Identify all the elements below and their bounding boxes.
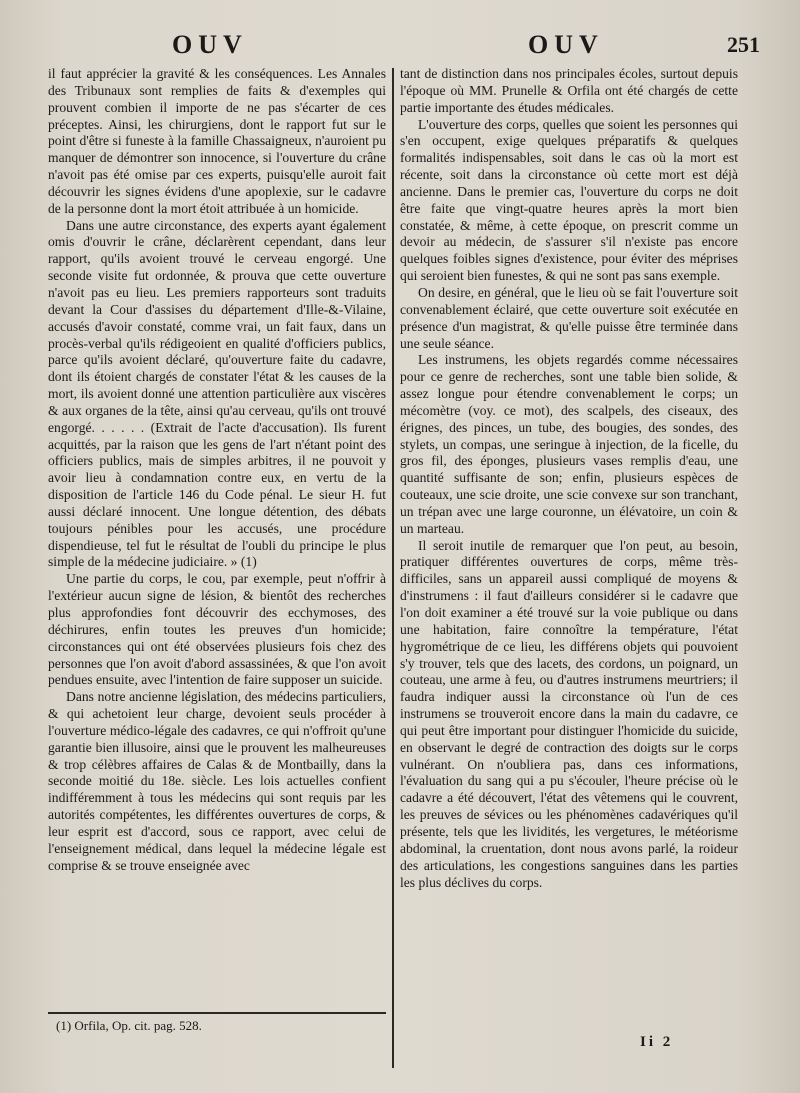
footnote: (1) Orfila, Op. cit. pag. 528.	[56, 1018, 202, 1033]
paragraph: Une partie du corps, le cou, par exemple, peut n'offrir à l'extérieur aucun signe de lésion, & bientôt des recherches plus approfondies font découvrir des ecchymoses, des déchirures, enfin toutes les preuves d'un homicide; circonstances qui ont été observées plusieurs fois chez des personnes que l'on avoit d'abord assassinées, & que l'on avoit pendues ensuite, avec l'intention de faire supposer un suicide.	[48, 571, 386, 688]
footnote-rule	[48, 1012, 386, 1014]
running-title-right: OUV	[528, 30, 604, 59]
running-head	[0, 30, 800, 66]
running-title-left: OUV	[172, 30, 248, 59]
page-number: 251	[727, 32, 760, 57]
paragraph: Dans une autre circonstance, des experts ayant également omis d'ouvrir le crâne, déclarèrent cependant, dans leur rapport, qu'ils avoient trouvé le cerveau engorgé. Une seconde visite fut ordonnée, & prouva que cette ouverture n'avoit pas eu lieu. Les premiers rapporteurs sont traduits devant la Cour d'assises du département d'Ille-&-Vilaine, accusés d'avoir constaté, comme vrai, un fait faux, dans un procès-verbal qu'ils rédigeoient en qualité d'officiers publics, parce qu'ils avoient déclaré, qu'ouverture faite du cadavre, dont ils étoient chargés de constater l'état & les causes de la mort, ils avoient donné une attention particulière aux viscères & aux organes de la tête, ainsi qu'au cerveau, qu'ils ont trouvé engorgé. . . . . . (Extrait de l'acte d'accusation). Ils furent acquittés, par la raison que les gens de l'art n'étant point des officiers publics, mais de simples arbitres, il ne pouvoit y avoir lieu à condamnation contre eux, en vertu de la disposition de l'article 146 du Code pénal. Le sieur H. fut aussi déclaré innocent. Une longue détention, des débats toujours pénibles pour les accusés, une procédure dispendieuse, tel fut le résultat de l'oubli du principe le plus simple de la médecine judiciaire. » (1)	[48, 217, 386, 570]
signature-mark: Ii 2	[640, 1034, 674, 1050]
paragraph: tant de distinction dans nos principales écoles, surtout depuis l'époque où MM. Prunelle & Orfila ont été chargés de cette partie importante des études médicales.	[400, 66, 738, 115]
paragraph: Dans notre ancienne législation, des médecins particuliers, & qui achetoient leur charge, devoient seuls procéder à l'ouverture médico-légale des cadavres, ce qui n'offroit qu'une garantie bien illusoire, ainsi que le prouvent les malheureuses & trop célèbres affaires de Calas & de Montbailly, dans la seconde moitié du 18e. siècle. Les lois actuelles confient indifféremment à tous les médecins qui sont requis par les autorités compétentes, les différentes ouvertures de corps, & leur esprit est d'accord, sous ce rapport, avec celui de l'enseignement médical, dans lequel la médecine légale est comprise & se trouve enseignée avec	[48, 689, 386, 873]
paragraph: il faut apprécier la gravité & les conséquences. Les Annales des Tribunaux sont remplies de faits & d'exemples qui prouvent combien il importe de ne pas s'écarter de ces préceptes. Ainsi, les chirurgiens, dont le rapport fut sur le point d'être si funeste à la famille Chassaigneux, n'auroient pu manquer de démontrer son innocence, si l'ouverture du crâne n'avoit pas été omise par ces experts, puisqu'elle auroit fait découvrir les signes évidens d'une apoplexie, sur le cadavre de la personne dont la mort étoit attribuée à un homicide.	[48, 66, 386, 216]
left-column	[48, 66, 386, 875]
paragraph: On desire, en général, que le lieu où se fait l'ouverture soit convenablement éclairé, que cette ouverture soit exécutée en présence d'un magistrat, & qu'elle puisse être terminée dans une seule séance.	[400, 284, 738, 351]
paragraph: L'ouverture des corps, quelles que soient les personnes qui s'en occupent, exige quelques préparatifs & quelques formalités indispensables, soit dans le cas où la mort est récente, soit dans la circonstance où cette mort est déjà ancienne. Dans le premier cas, l'ouverture du corps ne doit être faite que vingt-quatre heures après la mort bien constatée, & même, à cette époque, on prescrit comme un devoir au médecin, de s'assurer s'il n'existe pas encore quelques foibles signes d'existence, pour éviter des méprises qui seroient bien funestes, & qui ne sont pas sans exemple.	[400, 116, 738, 284]
column-divider	[392, 68, 394, 1068]
paragraph: Les instrumens, les objets regardés comme nécessaires pour ce genre de recherches, sont une table bien solide, & assez longue pour étendre convenablement le corps; un mécomètre (voy. ce mot), des scalpels, des ciseaux, des érignes, des pinces, un tube, des bougies, des sondes, des stylets, un compas, une seringue à injection, de la ficelle, du gros fil, des éponges, plusieurs vases remplis d'eau, une quantité suffisante de son; enfin, plusieurs espèces de couteaux, une scie droite, une scie convexe sur son tranchant, un trépan avec une large couronne, un élévatoire, un coin & un marteau.	[400, 352, 738, 536]
right-column	[400, 66, 738, 891]
paragraph: Il seroit inutile de remarquer que l'on peut, au besoin, pratiquer différentes ouvertures de corps, même très-difficiles, sans un appareil aussi compliqué de moyens & d'instrumens : il faut d'ailleurs considérer si le cadavre que l'on doit examiner a été trouvé sur la voie publique ou dans une habitation, faire connoître la température, l'état hygrométrique de ce lieu, les différens objets qui pouvoient s'y trouver, tels que des lacets, des cordons, un poignard, un couteau, une arme à feu, ou d'autres instrumens meurtriers; il faudra indiquer aussi la circonstance où l'un de ces instrumens se trouveroit encore dans la main du cadavre, ce qui peut être important pour distinguer l'homicide du suicide, en observant le degré de contraction des doigts sur le corps vulnérant. On n'oubliera pas, dans ces informations, l'évaluation du sang qui a pu s'écouler, l'heure précise où le cadavre a été découvert, l'état des vêtemens qui le couvrent, les preuves de sévices ou les phénomènes cadavériques qu'il présente, tels que les lividités, les vergetures, le météorisme abdominal, la cruentation, dont nous avons parlé, la roideur des articulations, les congestions sanguines dans les parties les plus déclives du corps.	[400, 537, 738, 890]
